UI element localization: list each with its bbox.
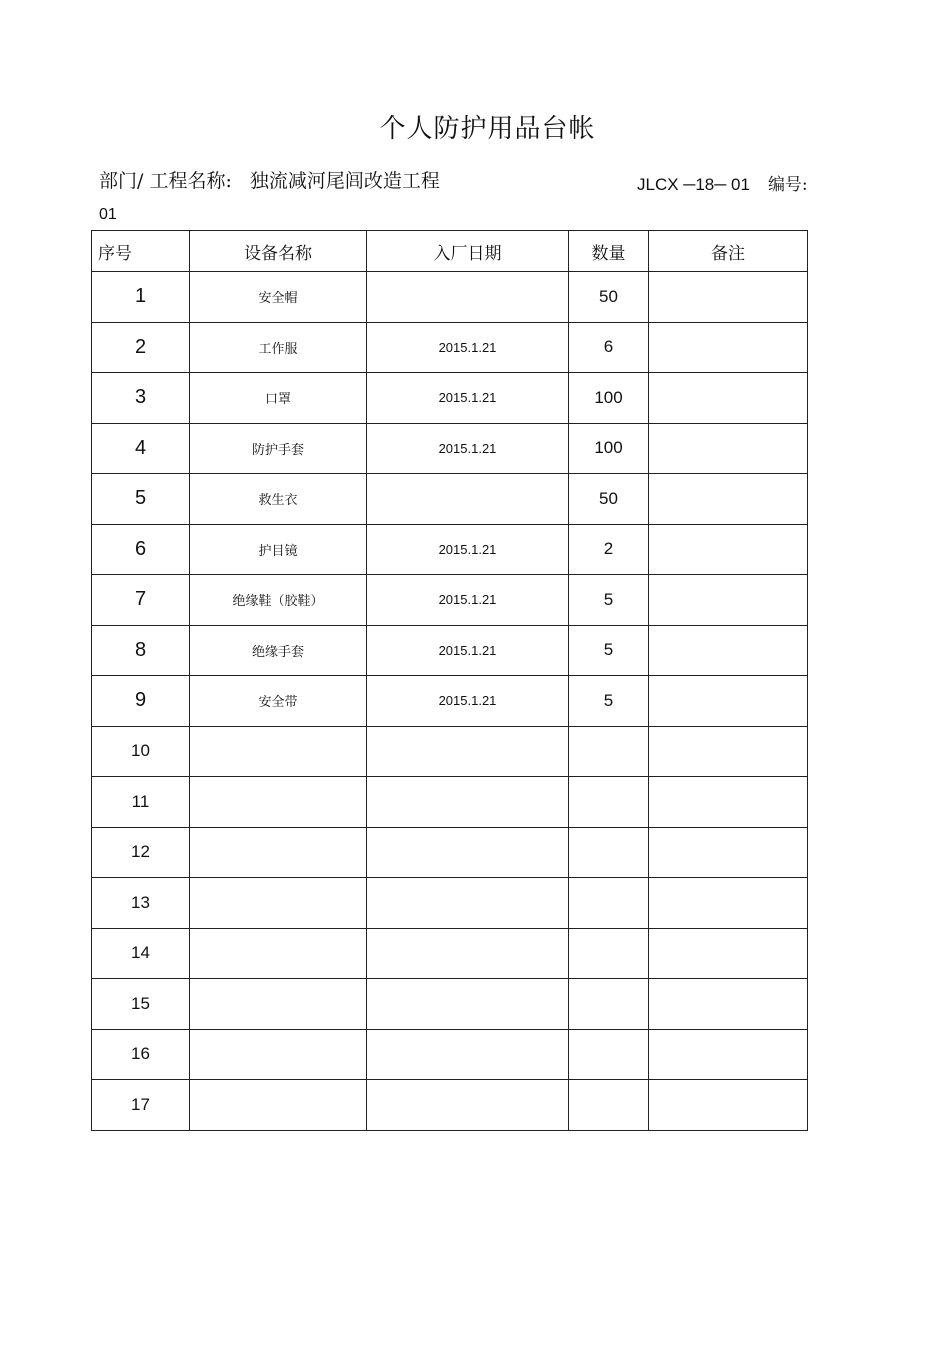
equipment-name-cell	[190, 928, 367, 979]
table-row	[92, 474, 808, 525]
entry-date-cell	[367, 272, 569, 323]
table-row	[92, 524, 808, 575]
note-cell	[649, 322, 808, 373]
equipment-name-cell: 救生衣	[190, 474, 367, 525]
quantity-cell: 100	[569, 373, 649, 424]
table-row	[92, 1029, 808, 1080]
entry-date-cell	[367, 1029, 569, 1080]
ppe-ledger-table	[91, 230, 808, 1131]
equipment-name-cell	[190, 827, 367, 878]
table-row	[92, 575, 808, 626]
quantity-cell: 50	[569, 272, 649, 323]
equipment-name-cell	[190, 777, 367, 828]
column-header-no: 序号	[92, 231, 190, 272]
row-number-cell: 7	[92, 575, 190, 626]
entry-date-cell	[367, 827, 569, 878]
note-cell	[649, 373, 808, 424]
quantity-cell: 2	[569, 524, 649, 575]
number-value: 01	[99, 206, 117, 223]
quantity-cell: 100	[569, 423, 649, 474]
column-header-date: 入厂日期	[367, 231, 569, 272]
table-row	[92, 373, 808, 424]
row-number-cell: 16	[92, 1029, 190, 1080]
entry-date-cell	[367, 878, 569, 929]
note-cell	[649, 423, 808, 474]
quantity-cell: 5	[569, 676, 649, 727]
entry-date-cell: 2015.1.21	[367, 676, 569, 727]
entry-date-cell: 2015.1.21	[367, 575, 569, 626]
row-number-cell: 5	[92, 474, 190, 525]
table-row	[92, 1080, 808, 1131]
table-row	[92, 625, 808, 676]
table-row	[92, 322, 808, 373]
department-label: 部门/ 工程名称:	[99, 170, 232, 192]
row-number-cell: 3	[92, 373, 190, 424]
equipment-name-cell: 绝缘鞋（胶鞋）	[190, 575, 367, 626]
number-label: 编号:	[767, 175, 808, 195]
table-row	[92, 979, 808, 1030]
quantity-cell	[569, 827, 649, 878]
equipment-name-cell: 护目镜	[190, 524, 367, 575]
table-row	[92, 827, 808, 878]
table-header-row	[92, 231, 808, 272]
row-number-cell: 12	[92, 827, 190, 878]
quantity-cell: 6	[569, 322, 649, 373]
note-cell	[649, 474, 808, 525]
row-number-cell: 6	[92, 524, 190, 575]
note-cell	[649, 1080, 808, 1131]
note-cell	[649, 575, 808, 626]
row-number-cell: 13	[92, 878, 190, 929]
quantity-cell	[569, 726, 649, 777]
table-row	[92, 878, 808, 929]
note-cell	[649, 676, 808, 727]
entry-date-cell: 2015.1.21	[367, 373, 569, 424]
quantity-cell	[569, 979, 649, 1030]
table-row	[92, 777, 808, 828]
note-cell	[649, 1029, 808, 1080]
department-line	[99, 166, 440, 193]
entry-date-cell	[367, 979, 569, 1030]
document-code: JLCX ─18─ 01	[637, 175, 750, 194]
table-row	[92, 423, 808, 474]
page-title: 个人防护用品台帐	[379, 114, 596, 144]
note-cell	[649, 878, 808, 929]
note-cell	[649, 524, 808, 575]
row-number-cell: 9	[92, 676, 190, 727]
entry-date-cell: 2015.1.21	[367, 423, 569, 474]
note-cell	[649, 928, 808, 979]
quantity-cell	[569, 777, 649, 828]
entry-date-cell	[367, 726, 569, 777]
note-cell	[649, 827, 808, 878]
note-cell	[649, 979, 808, 1030]
table-row	[92, 928, 808, 979]
row-number-cell: 10	[92, 726, 190, 777]
quantity-cell: 50	[569, 474, 649, 525]
entry-date-cell	[367, 474, 569, 525]
row-number-cell: 8	[92, 625, 190, 676]
equipment-name-cell: 安全带	[190, 676, 367, 727]
row-number-cell: 2	[92, 322, 190, 373]
equipment-name-cell: 口罩	[190, 373, 367, 424]
note-cell	[649, 625, 808, 676]
row-number-cell: 15	[92, 979, 190, 1030]
entry-date-cell: 2015.1.21	[367, 322, 569, 373]
note-cell	[649, 272, 808, 323]
quantity-cell	[569, 928, 649, 979]
equipment-name-cell	[190, 979, 367, 1030]
column-header-name: 设备名称	[190, 231, 367, 272]
quantity-cell	[569, 878, 649, 929]
note-cell	[649, 726, 808, 777]
equipment-name-cell	[190, 726, 367, 777]
entry-date-cell: 2015.1.21	[367, 625, 569, 676]
table-row	[92, 676, 808, 727]
row-number-cell: 14	[92, 928, 190, 979]
entry-date-cell	[367, 928, 569, 979]
equipment-name-cell: 工作服	[190, 322, 367, 373]
table-row	[92, 726, 808, 777]
column-header-note: 备注	[649, 231, 808, 272]
equipment-name-cell: 安全帽	[190, 272, 367, 323]
project-name: 独流减河尾闾改造工程	[249, 170, 440, 192]
quantity-cell	[569, 1029, 649, 1080]
row-number-cell: 11	[92, 777, 190, 828]
equipment-name-cell	[190, 1080, 367, 1131]
quantity-cell: 5	[569, 625, 649, 676]
quantity-cell: 5	[569, 575, 649, 626]
row-number-cell: 4	[92, 423, 190, 474]
equipment-name-cell	[190, 878, 367, 929]
table-row	[92, 272, 808, 323]
entry-date-cell: 2015.1.21	[367, 524, 569, 575]
equipment-name-cell	[190, 1029, 367, 1080]
entry-date-cell	[367, 1080, 569, 1131]
note-cell	[649, 777, 808, 828]
column-header-qty: 数量	[569, 231, 649, 272]
quantity-cell	[569, 1080, 649, 1131]
equipment-name-cell: 绝缘手套	[190, 625, 367, 676]
document-code-line	[637, 170, 808, 195]
entry-date-cell	[367, 777, 569, 828]
table-body	[92, 272, 808, 1131]
equipment-name-cell: 防护手套	[190, 423, 367, 474]
row-number-cell: 17	[92, 1080, 190, 1131]
row-number-cell: 1	[92, 272, 190, 323]
